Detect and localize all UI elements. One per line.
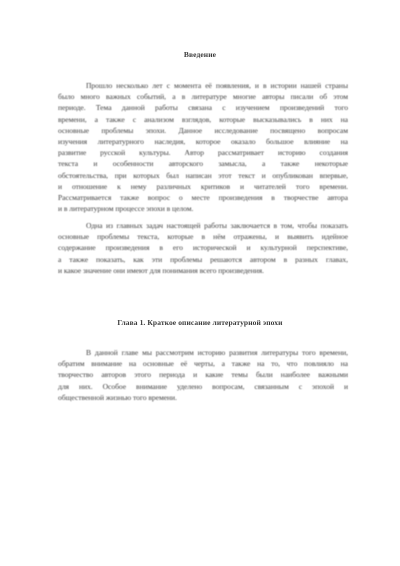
chapter-heading: Глава 1. Краткое описание литературной эпохи (117, 318, 283, 327)
text-line (58, 80, 348, 91)
text-line (58, 114, 348, 125)
text-line (58, 220, 348, 231)
text-line-content: периоде. Тема данной работы связана с изучением произведений того (58, 103, 348, 113)
text-line-content: основные проблемы текста, которые в нём отражены, и выявить идейное (58, 232, 348, 242)
text-line-content: изучения литературного наследия, которое оказало большое влияние на (58, 136, 348, 146)
text-line-content: развитие русской культуры. Автор рассматривает историю создания (58, 148, 348, 158)
text-line-content: текста и особенности авторского замысла, а также некоторые (58, 159, 348, 169)
chapter-paragraph-1 (58, 347, 348, 403)
text-line-content: времени, а также с анализом взглядов, которые высказывались в них на (58, 114, 348, 124)
text-line-content: для них. Особое внимание уделено вопросам, связанным с эпохой и (58, 381, 348, 391)
text-line (58, 192, 348, 203)
text-line (58, 125, 348, 136)
text-line (58, 203, 348, 214)
text-line (58, 91, 348, 102)
text-line-content: творчество авторов этого периода и какие темы были наиболее важными (58, 370, 348, 380)
intro-paragraph-2 (58, 220, 348, 276)
text-line-content: общественной жизнью того времени. (58, 392, 177, 402)
text-line-content: обстоятельства, при которых был написан этот текст и опубликован впервые, (58, 170, 348, 180)
text-line (58, 369, 348, 380)
text-line (58, 170, 348, 181)
text-line-content: содержание произведения в его исторической и культурной перспективе, (58, 243, 348, 253)
text-line-content: Одна из главных задач настоящей работы заключается в том, чтобы показать (86, 221, 348, 230)
text-line (58, 231, 348, 242)
text-line-content: и отношение к нему различных критиков и читателей того времени. (58, 181, 348, 191)
text-line (58, 347, 348, 358)
text-line (58, 381, 348, 392)
text-line-content: обратим внимание на основные её черты, а также на то, что повлияло на (58, 359, 348, 369)
text-line (58, 181, 348, 192)
text-line-content: и какое значение они имеют для понимания всего произведения. (58, 265, 264, 275)
text-line (58, 102, 348, 113)
text-line (58, 358, 348, 369)
text-line (58, 242, 348, 253)
text-line-content: основные проблемы эпохи. Данное исследование посвящено вопросам (58, 125, 348, 135)
text-line-content: В данной главе мы рассмотрим историю развития литературы того времени, (86, 348, 348, 357)
text-line (58, 147, 348, 158)
text-line-content: Прошло несколько лет с момента её появления, и в истории нашей страны (86, 81, 348, 90)
text-line (58, 136, 348, 147)
text-line-content: было много важных событий, а в литературе многие авторы писали об этом (58, 92, 348, 102)
intro-heading: Введение (183, 50, 217, 59)
text-line (58, 254, 348, 265)
text-line (58, 158, 348, 169)
text-line (58, 265, 348, 276)
text-line-content: и в литературном процессе эпохи в целом. (58, 204, 194, 214)
intro-paragraph-1 (58, 80, 348, 214)
text-line (58, 392, 348, 403)
text-line-content: а также показать, как эти проблемы решаются автором в разных главах, (58, 254, 348, 264)
text-line-content: Рассматривается также вопрос о месте произведения в творчестве автора (58, 192, 348, 202)
